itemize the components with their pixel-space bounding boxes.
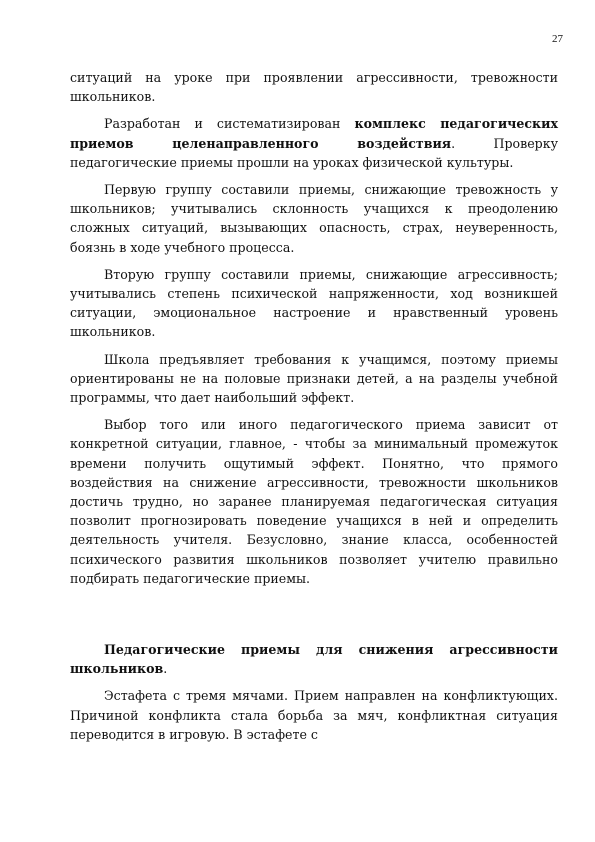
paragraph-first-group: Первую группу составили приемы, снижающие тревожность у школьников; учитывались склонность учащихся к преодолению сложных ситуаций, вызывающих опасность, страх, неуверенность, боязнь в ходе учебного процесса. (70, 182, 558, 255)
paragraph-relay: Эстафета с тремя мячами. Прием направлен на конфликтующих. Причиной конфликта стала борьба за мяч, конфликтная ситуация переводится в игровую. В эстафете с (70, 688, 558, 742)
section-heading-bold: Педагогические приемы для снижения агрессивности школьников (70, 642, 558, 677)
page-number: 27 (552, 33, 563, 45)
paragraph-second-group: Вторую группу составили приемы, снижающие агрессивность; учитывались степень психической напряженности, ход возникшей ситуации, эмоциональное настроение и нравственный уровень школьников. (70, 266, 558, 340)
paragraph-complex-text-2: . Проверку педагогические приемы прошли на уроках физической культуры. (70, 135, 558, 170)
paragraph-complex (70, 114, 558, 172)
body-text (70, 68, 558, 752)
paragraph-method-choice: Выбор того или иного педагогического приема зависит от конкретной ситуации, главное, - чтобы за минимальный промежуток времени получить ощутимый эффект. Понятно, что прямого воздействия на снижение агрессивности, тревожности школьников достичь трудно, но заранее планируемая педагогическая ситуация позволит прогнозировать поведение учащихся в ней и определить деятельность учителя. Безусловно, знание класса, особенностей психического развития школьников позволяет учителю правильно подбирать педагогические приемы. (70, 417, 558, 586)
section-heading (70, 640, 558, 678)
paragraph-complex-text-1: Разработан и систематизирован (104, 116, 355, 132)
paragraph-continuation: ситуаций на уроке при проявлении агрессивности, тревожности школьников. (70, 70, 558, 105)
paragraph-school-requirements: Школа предъявляет требования к учащимся, поэтому приемы ориентированы не на половые признаки детей, а на разделы учебной программы, что дает наибольший эффект. (70, 351, 558, 406)
paragraph-complex-bold: комплекс педагогических приемов целенаправленного воздействия (70, 116, 559, 151)
section-heading-period: . (163, 661, 168, 677)
